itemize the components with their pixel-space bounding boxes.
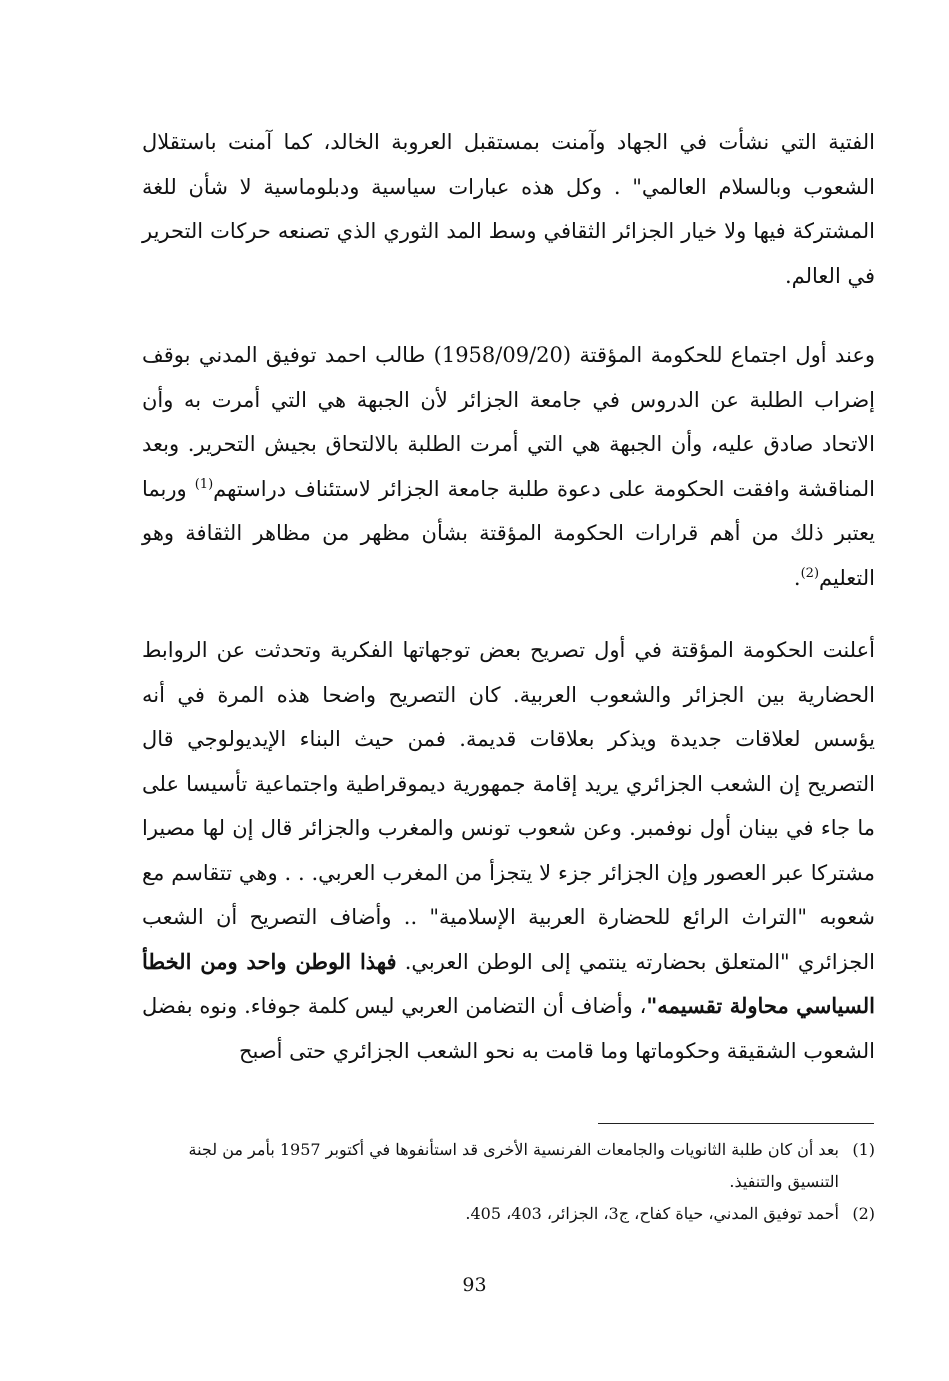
paragraph-2 bbox=[142, 333, 875, 600]
paragraph-2-text-middle: وربما يعتبر ذلك من أهم قرارات الحكومة المؤقتة بشأن مظهر من مظاهر الثقافة وهو التعليم bbox=[142, 476, 875, 590]
footnote-ref-2: (2) bbox=[800, 565, 820, 581]
footnote-2 bbox=[142, 1198, 875, 1230]
paragraph-2-text-end: . bbox=[793, 565, 801, 590]
paragraph-3-text-start: أعلنت الحكومة المؤقتة في أول تصريح بعض توجهاتها الفكرية وتحدثت عن الروابط الحضارية بين الجزائر والشعوب العربية. كان التصريح واضحا هذه المرة في أنه يؤسس لعلاقات جديدة ويذكر بعلاقات قديمة. فمن حيث البناء الإيديولوجي قال التصريح إن الشعب الجزائري يريد إقامة جمهورية ديموقراطية واجتماعية تأسيسا على ما جاء في بينان أول نوفمبر. وعن شعوب تونس والمغرب والجزائر قال إن لها مصيرا مشتركا عبر العصور وإن الجزائر جزء لا يتجزأ من المغرب العربي. . . وهي تتقاسم مع شعوبه "التراث الرائع للحضارة العربية الإسلامية" .. وأضاف التصريح أن الشعب الجزائري "المتعلق بحضارته ينتمي إلى الوطن العربي. bbox=[142, 638, 875, 974]
paragraph-3-bold-quote: فهذا الوطن واحد ومن الخطأ السياسي محاولة تقسيمه" bbox=[142, 948, 875, 1018]
footnote-divider bbox=[598, 1123, 874, 1124]
paragraph-1-text: الفتية التي نشأت في الجهاد وآمنت بمستقبل العروبة الخالد، كما آمنت باستقلال الشعوب وبالسلام العالمي" . وكل هذه عبارات سياسية ودبلوماسية لا شأن للغة المشتركة فيها ولا خيار الجزائر الثقافي وسط المد الثوري الذي تصنعه حركات التحرير في العالم. bbox=[142, 130, 875, 288]
footnote-2-number: (2) bbox=[852, 1204, 875, 1223]
paragraph-3-text-end: ، وأضاف أن التضامن العربي ليس كلمة جوفاء. ونوه بفضل الشعوب الشقيقة وحكوماتها وما قامت به نحو الشعب الجزائري حتى أصبح bbox=[142, 994, 875, 1063]
footnote-2-text: أحمد توفيق المدني، حياة كفاح، ج3، الجزائر، 403، 405. bbox=[465, 1204, 839, 1223]
footnote-1-number: (1) bbox=[852, 1140, 875, 1159]
footnote-1 bbox=[142, 1134, 875, 1198]
paragraph-2-text-start: وعند أول اجتماع للحكومة المؤقتة (1958/09/20) طالب احمد توفيق المدني بوقف إضراب الطلبة عن الدروس في جامعة الجزائر لأن الجبهة هي التي أمرت به وأن الاتحاد صادق عليه، وأن الجبهة هي التي أمرت الطلبة بالالتحاق بجيش التحرير. وبعد المناقشة وافقت الحكومة على دعوة طلبة جامعة الجزائر لاستئناف دراستهم bbox=[142, 343, 875, 501]
page-number: 93 bbox=[462, 1274, 487, 1296]
footnote-ref-1: (1) bbox=[194, 476, 214, 492]
footnote-1-text: بعد أن كان طلبة الثانويات والجامعات الفرنسية الأخرى قد استأنفوها في أكتوبر 1957 بأمر من لجنة التنسيق والتنفيذ. bbox=[188, 1140, 839, 1191]
paragraph-1 bbox=[142, 120, 875, 298]
footnotes bbox=[142, 1134, 875, 1230]
paragraph-3 bbox=[142, 628, 875, 1073]
